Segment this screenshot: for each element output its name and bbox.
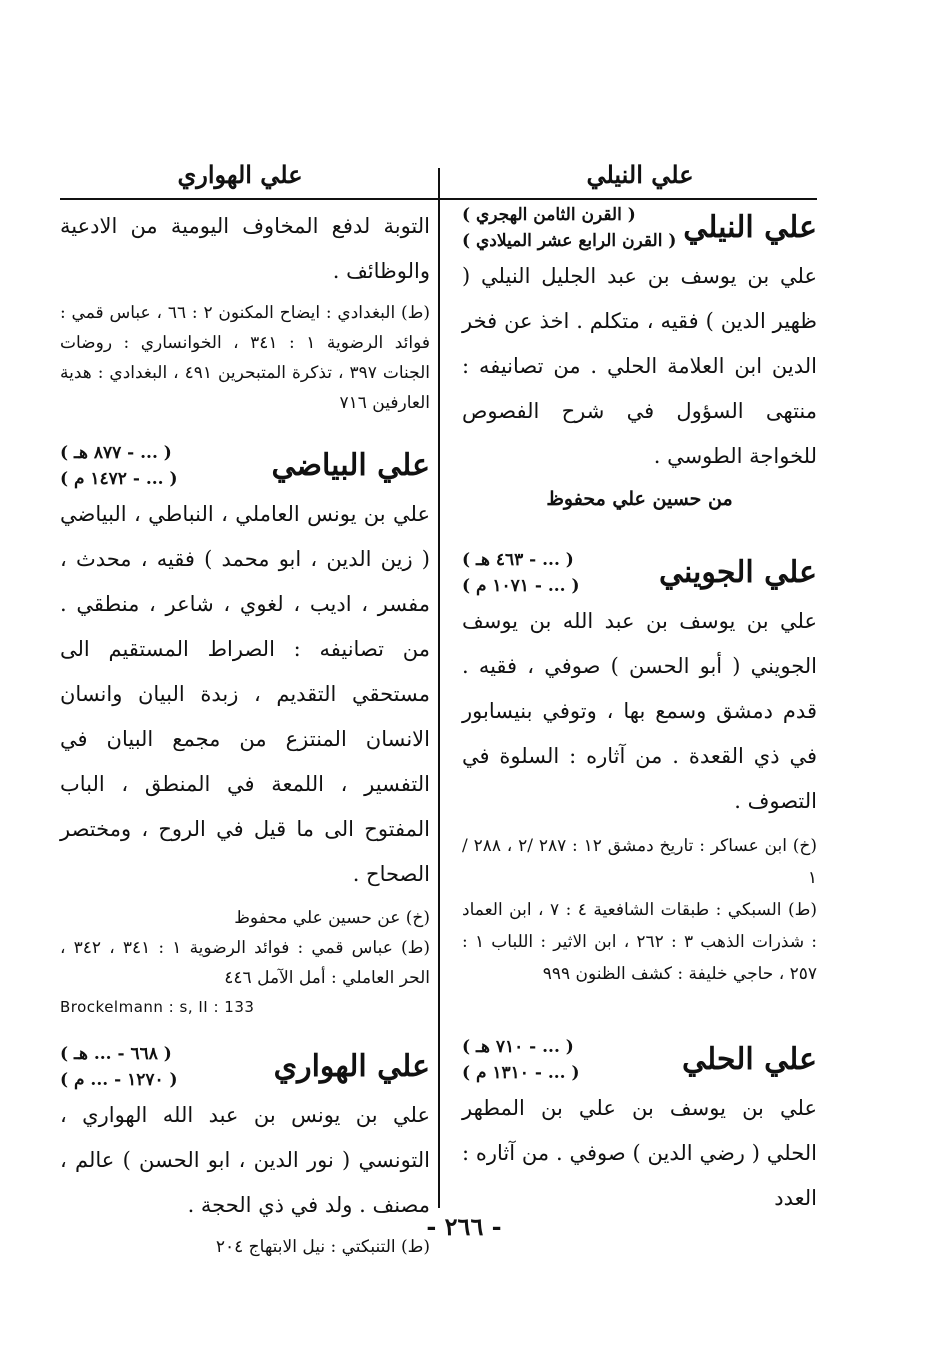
entry-dates: ( ... - ٨٧٧ هـ ) ( ... - ١٤٧٢ م ) [60,443,178,489]
reference-line: (ط) البغدادي : ايضاح المكنون ٢ : ٦٦ ، عباس قمي : فوائد الرضوية ١ : ٣٤١ ، الخوانساري : روضات الجنات ٣٩٧ ، تذكرة المتبحرين ٤٩١ ، البغدادي : هدية العارفين ٧١٦ [60,303,431,413]
reference-line: (ط) عباس قمي : فوائد الرضوية ١ : ٣٤١ ، ٣٤٢ ، الحر العاملي : أمل الآمل ٤٤٦ [60,938,430,988]
entry-heading-juwayni [462,547,817,599]
running-header-right: علي النيلي [586,160,694,189]
entry-author: من حسين علي محفوظ [546,488,733,510]
reference-line: (ط) السبكي : طبقات الشافعية ٤ : ٧ ، ابن العماد : شذرات الذهب ٣ : ٢٦٢ ، ابن الاثير : اللباب ١ : ٢٥٧ ، حاجي خليفة : كشف الظنون ٩٩٩ [462,900,817,984]
reference-line: (ط) التنبكتي : نيل الابتهاج ٢٠٤ [215,1237,430,1257]
entry-heading-hilli [462,1034,817,1086]
latin-reference: Brockelmann : s, II : 133 [60,998,255,1016]
entry-name: علي الجويني [658,555,817,590]
entry-body-juwayni: علي بن يوسف بن عبد الله بن يوسف الجويني ( أبو الحسن ) صوفي ، فقيه . قدم دمشق وسمع بها ، وتوفي بنيسابور في ذي القعدة . من آثاره : السلوة في التصوف . [462,609,817,813]
entry-dates: ( ... - ٤٦٣ هـ ) ( ... - ١٠٧١ م ) [462,550,580,596]
column-divider [438,168,440,1208]
right-column [462,202,817,1221]
entry-name: علي البياضي [271,448,430,483]
entry-name: علي النيلي [683,210,817,245]
entry-body-hilli: علي بن يوسف بن علي بن المطهر الحلي ( رضي الدين ) صوفي . من آثاره : العدد [462,1096,817,1210]
running-header-left: علي الهواري [177,160,303,189]
entry-dates: ( ... - ٧١٠ هـ ) ( ... - ١٣١٠ م ) [462,1037,580,1083]
entry-name: علي الحلي [681,1042,817,1077]
reference-line: (خ) عن حسين علي محفوظ [234,908,430,928]
entry-body-hawwari: علي بن يونس بن عبد الله الهواري ، التونسي ( نور الدين ، ابو الحسن ) عالم ، مصنف . ولد في ذي الحجة . [60,1103,430,1217]
page-number: - ٢٦٦ - [426,1212,502,1241]
left-column [60,204,430,1262]
entry-body-bayadi: علي بن يونس العاملي ، النباطي ، البياضي ( زين الدين ، ابو محمد ) فقيه ، محدث ، مفسر ، اديب ، لغوي ، شاعر ، منطقي . من تصانيفه : الصراط المستقيم الى مستحقي التقديم ، زبدة البيان وانسان الانسان المنتزع من مجمع البيان في التفسير ، اللمعة في المنطق ، الباب المفتوح الى ما قيل في الروح ، ومختصر الصحاح . [60,502,430,886]
reference-line: (خ) ابن عساكر : تاريخ دمشق ١٢ : ٢٨٧ /٢ ، ٢٨٨ /١ [462,836,817,888]
entry-heading-bayadi [60,440,430,492]
entry-body-nili: علي بن يوسف بن عبد الجليل النيلي ( ظهير الدين ) فقيه ، متكلم . اخذ عن فخر الدين ابن العلامة الحلي . من تصانيفه : منتهى السؤول في شرح الفصوص للخواجة الطوسي . [462,264,818,468]
entry-name: علي الهواري [273,1049,430,1084]
continued-body: التوبة لدفع المخاوف اليومية من الادعية والوظائف . [60,214,430,283]
entry-heading-hawwari [60,1041,430,1093]
entry-dates: ( ٦٦٨ - ... هـ ) ( ١٢٧٠ - ... م ) [60,1044,178,1090]
entry-heading-nili [462,202,817,254]
entry-dates: ( القرن الثامن الهجري ) ( القرن الرابع عشر الميلادي ) [462,205,677,251]
